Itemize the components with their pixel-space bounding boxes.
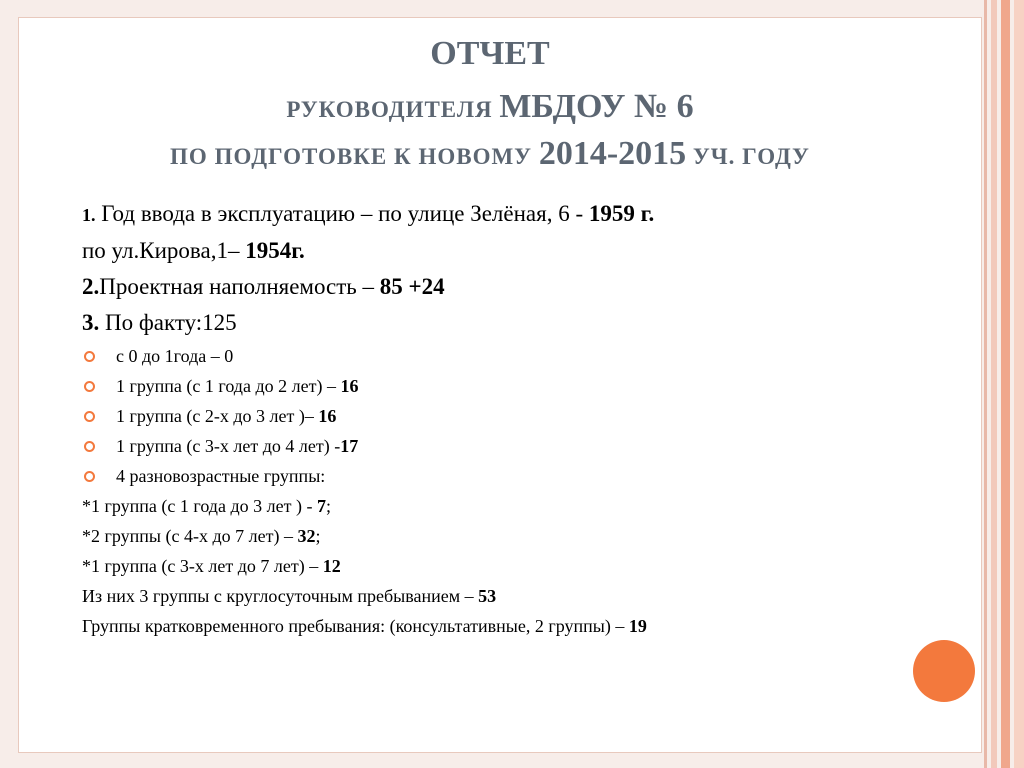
bullet-icon [84, 381, 95, 392]
sub-line-text: *2 группы (с 4-х до 7 лет) – [82, 526, 298, 546]
title-line-3 [40, 134, 940, 175]
sub-line [82, 491, 962, 521]
item-3-number: 3. [82, 310, 100, 335]
decorative-stripes [984, 0, 1024, 768]
decorative-circle [913, 640, 975, 702]
sub-line-text: *1 группа (с 1 года до 3 лет ) - [82, 496, 317, 516]
item-1-number: 1. [82, 205, 96, 225]
title-line-2 [40, 87, 940, 128]
sub-line [82, 581, 962, 611]
bullet-icon [84, 351, 95, 362]
item-1-text: Год ввода в эксплуатацию – по улице Зелёная, 6 - [95, 201, 589, 226]
sub-line-value: 7 [316, 496, 326, 516]
sub-line [82, 611, 962, 641]
list-item [82, 341, 962, 371]
bullet-icon [84, 441, 95, 452]
sub-line-text: Группы кратковременного пребывания: (консультативные, 2 группы) – [82, 616, 629, 636]
title-line-2-org: МБДОУ № 6 [499, 87, 694, 125]
item-2-value: 85 +24 [379, 274, 445, 299]
bullet-icon [84, 411, 95, 422]
list-item-text: с 0 до 1года – 0 [116, 346, 234, 366]
slide-title [40, 34, 940, 174]
item-1-value: 1959 г. [588, 201, 655, 226]
stripe [991, 0, 997, 768]
stripe [984, 0, 987, 768]
stripe [1014, 0, 1024, 768]
sub-line-text: Из них 3 группы с круглосуточным пребыванием – [82, 586, 479, 606]
item-3-text: По факту:125 [99, 310, 237, 335]
item-1b [82, 233, 962, 269]
list-item-value: 17 [340, 436, 359, 456]
list-item [82, 401, 962, 431]
item-1b-value: 1954г. [245, 238, 305, 263]
sub-line-value: 19 [628, 616, 647, 636]
sub-line [82, 551, 962, 581]
list-item-value: 16 [318, 406, 337, 426]
title-line-1: ОТЧЕТ [430, 35, 550, 72]
item-3 [82, 305, 962, 341]
title-line-3-prefix: ПО ПОДГОТОВКЕ К НОВОМУ [170, 143, 539, 169]
title-line-3-suffix: УЧ. ГОДУ [686, 143, 810, 169]
list-item-text: 1 группа (с 3-х лет до 4 лет) - [116, 436, 341, 456]
sub-line-value: 32 [297, 526, 316, 546]
item-2-number: 2. [82, 274, 100, 299]
item-1b-text: по ул.Кирова,1– [82, 238, 246, 263]
list-item-value: 16 [340, 376, 359, 396]
sub-line-tail: ; [325, 496, 331, 516]
list-item-text: 1 группа (с 2-х до 3 лет )– [116, 406, 319, 426]
title-line-3-years: 2014-2015 [538, 134, 687, 172]
item-2 [82, 269, 962, 305]
list-item [82, 371, 962, 401]
report-body [82, 196, 962, 641]
bullet-icon [84, 471, 95, 482]
sub-line-text: *1 группа (с 3-х лет до 7 лет) – [82, 556, 323, 576]
stripe [1001, 0, 1010, 768]
list-item [82, 431, 962, 461]
item-1 [82, 196, 962, 233]
list-item [82, 461, 962, 491]
item-2-text: Проектная наполняемость – [99, 274, 380, 299]
sub-line-value: 12 [322, 556, 341, 576]
sub-line-value: 53 [478, 586, 497, 606]
title-line-2-prefix: РУКОВОДИТЕЛЯ [286, 96, 500, 122]
sub-line [82, 521, 962, 551]
list-item-text: 1 группа (с 1 года до 2 лет) – [116, 376, 341, 396]
sub-line-tail: ; [315, 526, 321, 546]
list-item-text: 4 разновозрастные группы: [116, 466, 326, 486]
